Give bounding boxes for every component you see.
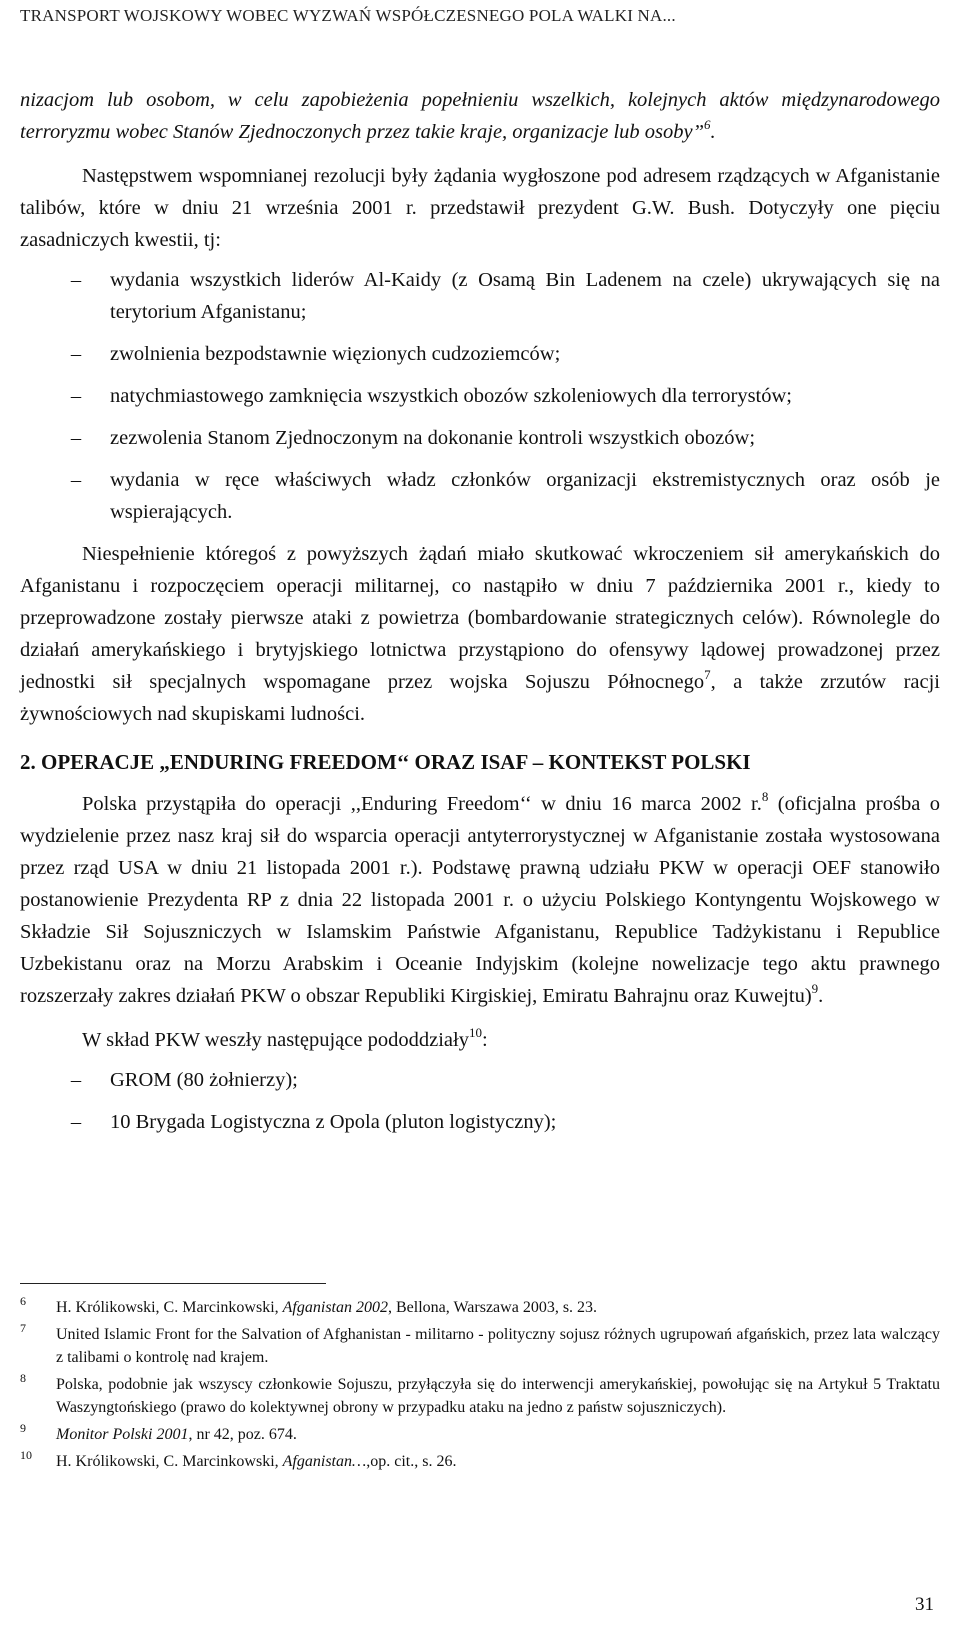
quote-text: nizacjom lub osobom, w celu zapobieżenia popełnieniu wszelkich, kolejnych aktów międzynarodowego terroryzmu wobec Stanów Zjednoczonych przez takie kraje, organizacje lub osoby”	[20, 89, 940, 143]
footnote-ref-8[interactable]: 8	[761, 789, 769, 804]
main-text	[20, 84, 940, 1148]
footnote-ref-6[interactable]: 6	[704, 117, 711, 132]
footnote-text: H. Królikowski, C. Marcinkowski,	[56, 1453, 283, 1470]
dash-bullet: –	[70, 469, 82, 491]
paragraph-units-intro	[20, 1024, 940, 1056]
list-item	[20, 464, 940, 528]
footnote-7	[20, 1323, 940, 1369]
list-item	[20, 422, 940, 454]
footnote-text: , Bellona, Warszawa 2003, s. 23.	[388, 1299, 598, 1316]
paragraph-demands-intro: Następstwem wspomnianej rezolucji były żądania wygłoszone pod adresem rządzących w Afganistanie talibów, które w dniu 21 września 2001 r. przedstawił prezydent G.W. Bush. Dotyczyły one pięciu zasadniczych kwestii, tj:	[20, 165, 940, 251]
section-heading: 2. OPERACJE „ENDURING FREEDOM‘‘ ORAZ ISAF – KONTEKST POLSKI	[20, 750, 751, 774]
list-item-text: zwolnienia bezpodstawnie więzionych cudzoziemców;	[110, 343, 561, 365]
paragraph-invasion	[20, 538, 940, 730]
dash-bullet: –	[70, 1111, 82, 1133]
demands-list	[20, 264, 940, 528]
running-head: TRANSPORT WOJSKOWY WOBEC WYZWAŃ WSPÓŁCZESNEGO POLA WALKI NA...	[20, 6, 676, 25]
footnote-6	[20, 1296, 940, 1319]
paragraph-end: :	[481, 1029, 488, 1051]
dash-bullet: –	[70, 269, 82, 291]
footnote-number: 6	[20, 1294, 26, 1308]
footnote-number: 7	[20, 1321, 26, 1335]
paragraph-text: Niespełnienie któregoś z powyższych żądań miało skutkować wkroczeniem sił amerykańskich do Afganistanu i rozpoczęciem operacji militarnej, co nastąpiło w dniu 7 października 2001 r., kiedy to przeprowadzone zostały pierwsze ataki z powietrza (bombardowanie strategicznych celów). Równolegle do działań amerykańskiego i brytyjskiego lotnictwa przystąpiono do ofensywy lądowej prowadzonej przez jednostki sił specjalnych wspomagane przez wojska Sojuszu Północnego	[20, 543, 940, 693]
dash-bullet: –	[70, 427, 82, 449]
footnote-number: 8	[20, 1371, 26, 1385]
units-list	[20, 1064, 940, 1138]
paragraph-text: Polska przystąpiła do operacji ,,Enduring Freedom‘‘ w dniu 16 marca 2002 r.	[82, 793, 762, 815]
list-item-text: natychmiastowego zamknięcia wszystkich obozów szkoleniowych dla terrorystów;	[110, 385, 793, 407]
footnote-text: , nr 42, poz. 674.	[188, 1426, 297, 1443]
footnote-text: ,op. cit., s. 26.	[366, 1453, 457, 1470]
list-item-text: zezwolenia Stanom Zjednoczonym na dokonanie kontroli wszystkich obozów;	[110, 427, 756, 449]
list-item	[20, 1064, 940, 1096]
footnote-8	[20, 1373, 940, 1419]
footnote-text: H. Królikowski, C. Marcinkowski,	[56, 1299, 283, 1316]
footnote-ref-10[interactable]: 10	[468, 1025, 482, 1040]
paragraph-text: W skład PKW weszły następujące pododdziały	[82, 1029, 469, 1051]
list-item-text: wydania w ręce właściwych władz członków organizacji ekstremistycznych oraz osób je wspierających.	[110, 469, 940, 523]
dash-bullet: –	[70, 343, 82, 365]
footnote-text: Polska, podobnie jak wszyscy członkowie Sojuszu, przyłączyła się do interwencji amerykańskiej, powołując się na Artykuł 5 Traktatu Waszyngtońskiego (prawo do kolektywnej obrony w przypadku ataku na jedno z państw sojuszniczych).	[56, 1376, 940, 1416]
list-item	[20, 264, 940, 328]
paragraph-end: .	[818, 985, 824, 1007]
footnote-10	[20, 1450, 940, 1473]
paragraph-text: (oficjalna prośba o wydzielenie przez nasz kraj sił do wsparcia operacji antyterrorystycznej w Afganistanie została wystosowana przez rząd USA w dniu 21 listopada 2001 r.). Podstawę prawną udziału PKW w operacji OEF stanowiło postanowienie Prezydenta RP z dnia 22 listopada 2001 r. o użyciu Polskiego Kontyngentu Wojskowego w Składzie Sił Sojuszniczych w Islamskim Państwie Afganistanu, Republice Tadżykistanu i Republice Uzbekistanu oraz na Morzu Arabskim i Oceanie Indyjskim (kolejne nowelizacje tego aktu prawnego rozszerzały zakres działań PKW o obszar Republiki Kirgiskiej, Emiratu Bahrajnu oraz Kuwejtu)	[20, 793, 940, 1007]
footnotes	[20, 1296, 940, 1477]
footnote-title: Monitor Polski 2001	[56, 1426, 189, 1443]
footnote-title: Afganistan 2002	[282, 1299, 388, 1316]
list-item	[20, 380, 940, 412]
dash-bullet: –	[70, 1069, 82, 1091]
footnote-9	[20, 1423, 940, 1446]
list-item-text: 10 Brygada Logistyczna z Opola (pluton logistyczny);	[110, 1111, 557, 1133]
page-number: 31	[915, 1594, 934, 1615]
list-item	[20, 338, 940, 370]
list-item	[20, 1106, 940, 1138]
paragraph-text: , a także zrzutów racji żywnościowych nad skupiskami ludności.	[20, 671, 941, 725]
footnote-ref-9[interactable]: 9	[811, 981, 819, 996]
footnote-number: 10	[20, 1448, 32, 1462]
list-item-text: GROM (80 żołnierzy);	[110, 1069, 298, 1091]
footnote-text: United Islamic Front for the Salvation of Afghanistan - militarno - polityczny sojusz różnych ugrupowań afgańskich, przez lata walczący z talibami o kontrolę nad krajem.	[56, 1326, 940, 1366]
quote-end: .	[710, 121, 716, 143]
footnote-ref-7[interactable]: 7	[704, 667, 711, 682]
footnote-number: 9	[20, 1421, 26, 1435]
list-item-text: wydania wszystkich liderów Al-Kaidy (z Osamą Bin Ladenem na czele) ukrywających się na terytorium Afganistanu;	[110, 269, 940, 323]
dash-bullet: –	[70, 385, 82, 407]
footnote-separator	[20, 1283, 326, 1284]
quote-continuation	[20, 84, 940, 148]
paragraph-poland-oef	[20, 788, 940, 1012]
footnote-title: Afganistan…	[282, 1453, 367, 1470]
